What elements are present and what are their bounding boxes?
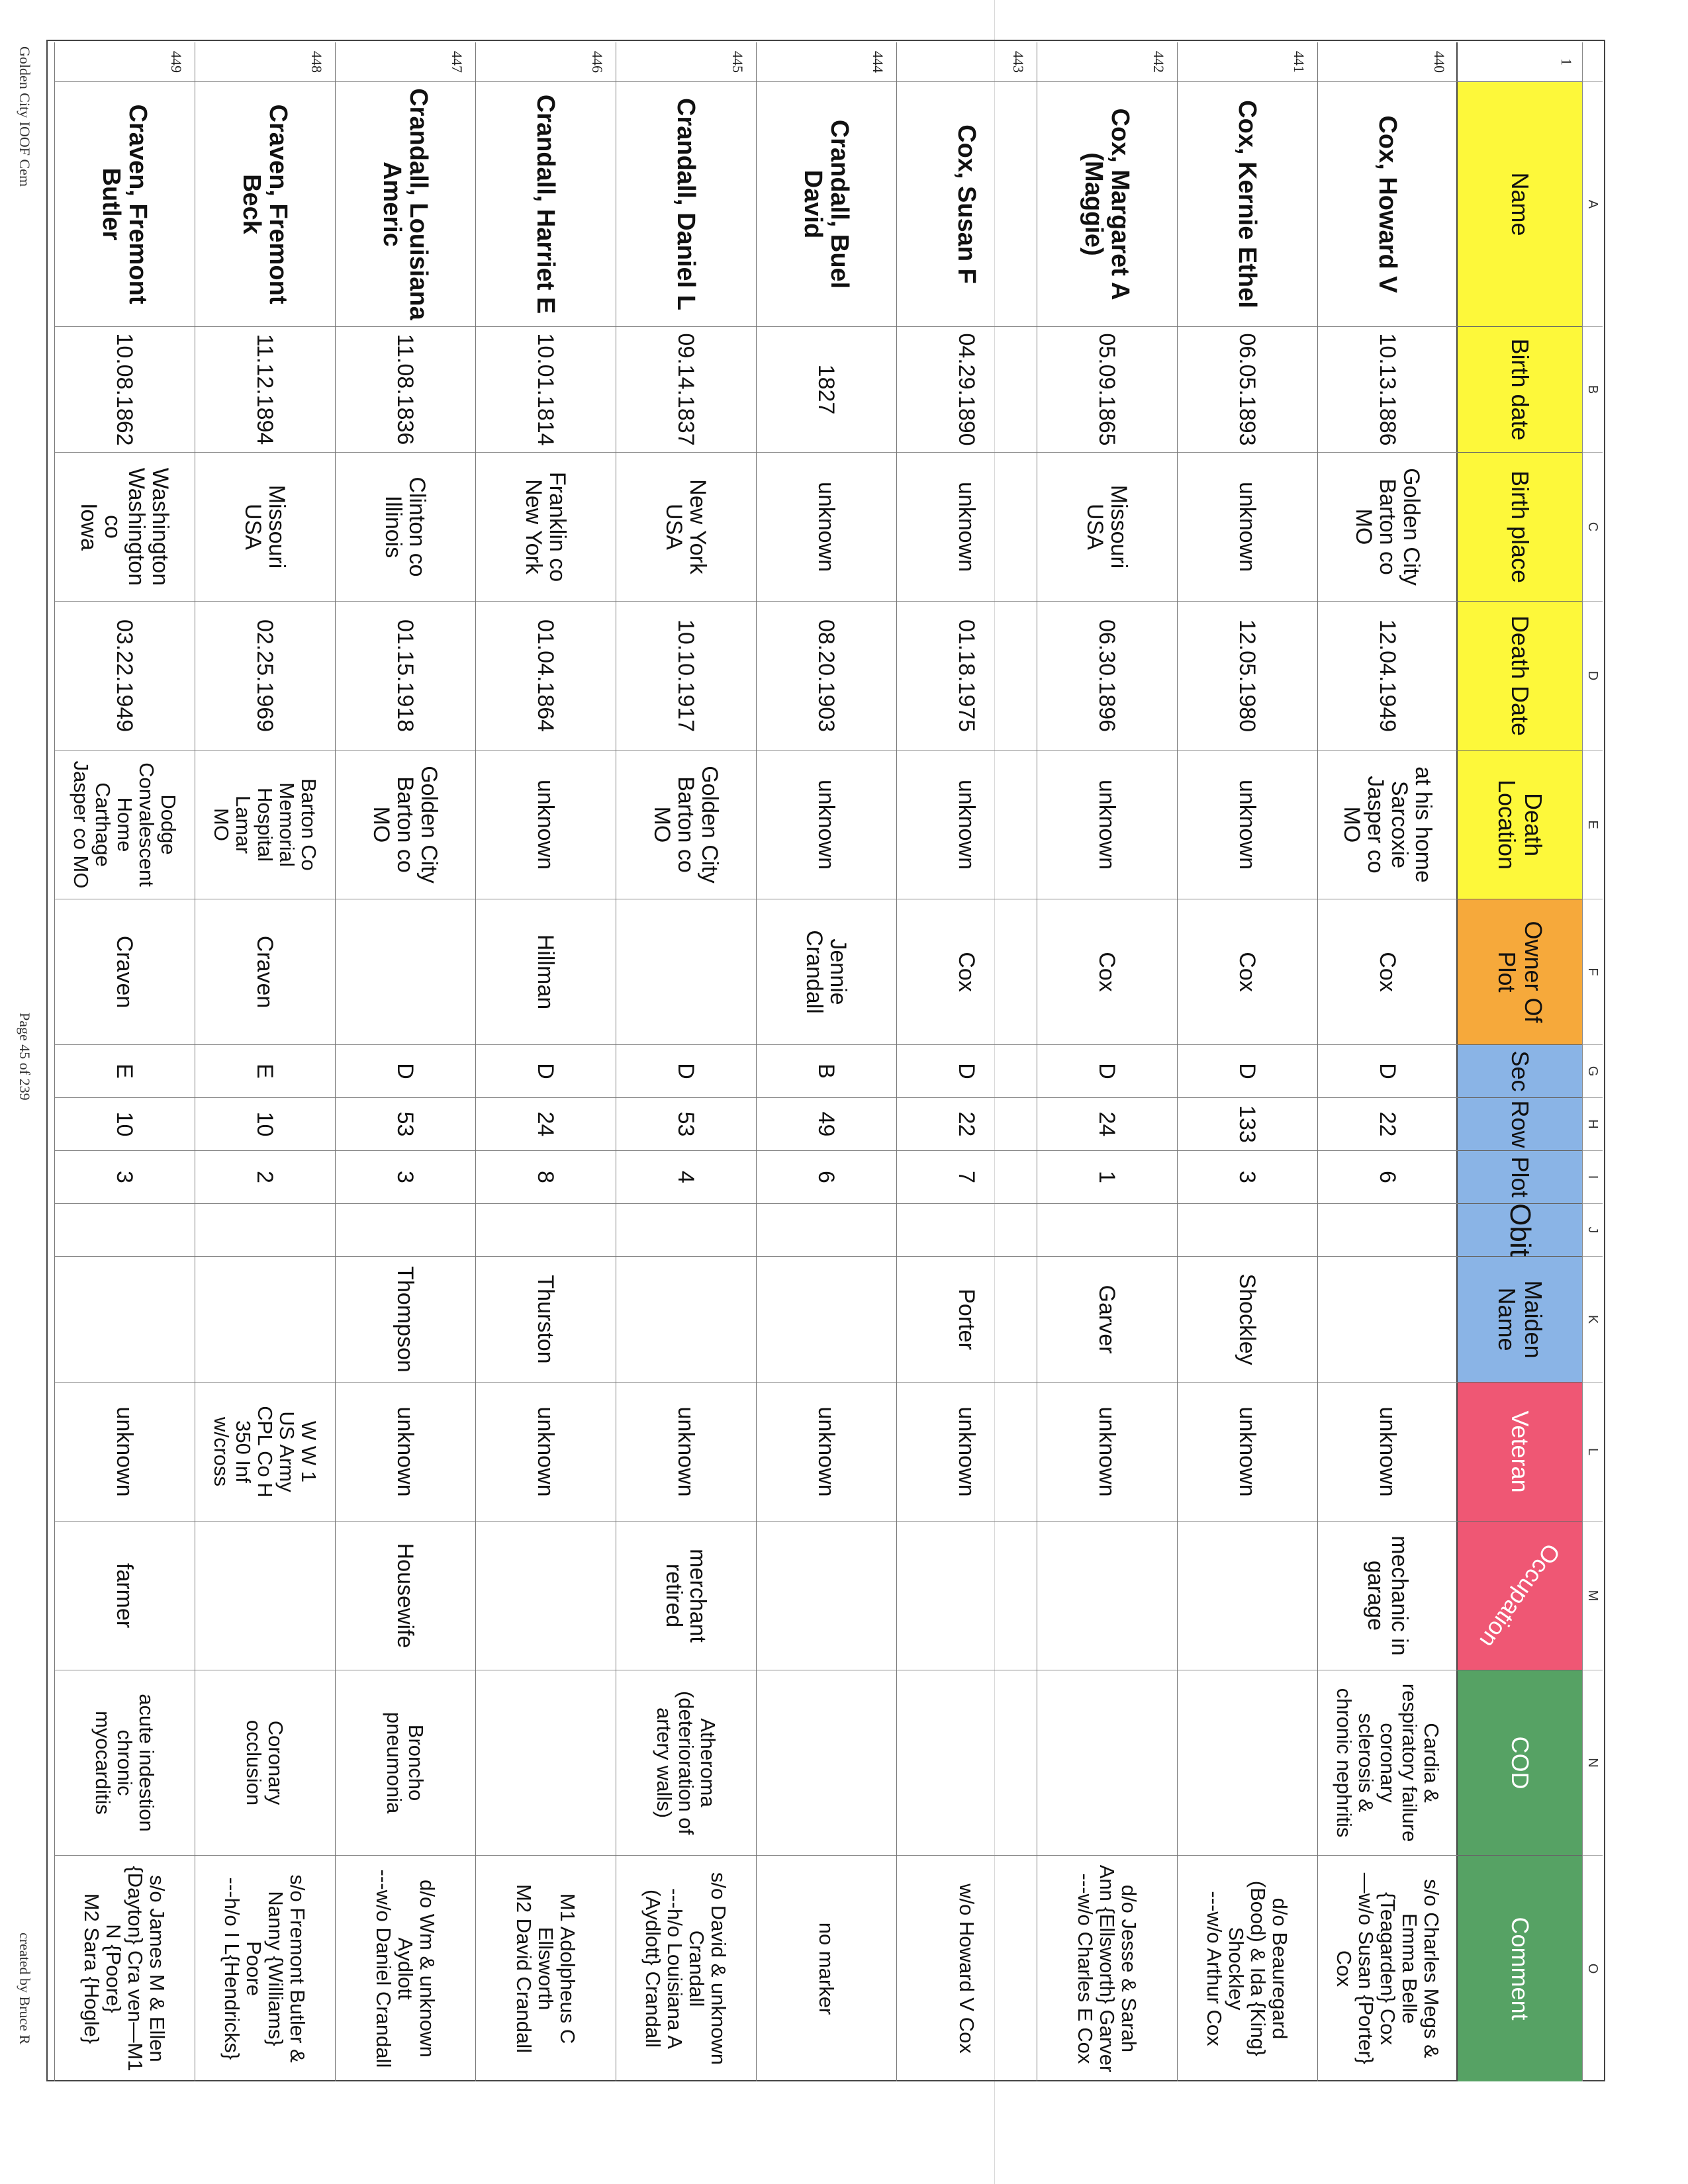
- cell-maiden: Garver: [1037, 1257, 1177, 1383]
- cell-occupation: [1178, 1522, 1317, 1670]
- cell-name: Crandall, Daniel L: [616, 82, 756, 327]
- header-comment: Comment: [1458, 1856, 1582, 2081]
- cell-plot: 6: [1318, 1151, 1458, 1204]
- cell-death-location: Golden City Barton co MO: [616, 751, 756, 899]
- cell-birth-date: 10.13.1886: [1318, 327, 1458, 453]
- cell-owner: Cox: [1318, 899, 1458, 1045]
- cell-veteran: unknown: [1318, 1383, 1458, 1522]
- cell-comment: M1 Adolpheus C Ellsworth M2 David Crandall: [512, 1884, 579, 2053]
- cell-row: 24: [476, 1098, 616, 1151]
- cell-plot: 3: [1178, 1151, 1317, 1204]
- cell-death-date: 01.15.1918: [336, 602, 475, 751]
- cell-birth-date: 11.12.1894: [195, 327, 335, 453]
- cell-sec: D: [616, 1045, 756, 1098]
- cell-death-location: Barton Co Memorial Hospital Lamar MO: [195, 751, 335, 899]
- cell-veteran: W W 1 US Army CPL Co H 350 Inf w/cross: [195, 1383, 335, 1522]
- header-birth-place: Birth place: [1458, 453, 1582, 602]
- cell-comment: d/o Jesse & Sarah Ann {Ellsworth} Garver ---w/o Charles E Cox: [1074, 1864, 1141, 2073]
- cell-comment: s/o Charles Megs & Emma Belle {Teagarden} Cox —w/o Susan {Porter} Cox: [1333, 1872, 1443, 2065]
- cell-obit: [55, 1204, 195, 1257]
- cell-row: 10: [55, 1098, 195, 1151]
- header-cod: COD: [1458, 1670, 1582, 1856]
- row-number: 449: [55, 42, 195, 82]
- cell-plot: 8: [476, 1151, 616, 1204]
- cell-death-date: 12.05.1980: [1178, 602, 1317, 751]
- column-letter-row: [1582, 42, 1603, 2081]
- cell-plot: 3: [55, 1151, 195, 1204]
- cell-maiden: Shockley: [1178, 1257, 1317, 1383]
- table-row: [756, 42, 896, 2081]
- col-letter-g: G: [1583, 1045, 1603, 1098]
- col-letter-f: F: [1583, 899, 1603, 1045]
- cell-comment: d/o Wm & unknown Aydlott ---w/o Daniel Crandall: [372, 1869, 439, 2068]
- row-number: 444: [757, 42, 896, 82]
- header-sec: Sec: [1458, 1045, 1582, 1098]
- footer-page-number: Page 45 of 239: [17, 1013, 33, 1101]
- cell-birth-date: 09.14.1837: [616, 327, 756, 453]
- cell-maiden: [195, 1257, 335, 1383]
- row-number: 443: [897, 42, 1037, 82]
- col-letter-k: K: [1583, 1257, 1603, 1383]
- footer-left: Golden City IOOF Cem: [17, 46, 33, 187]
- cell-name: Cox, Kernie Ethel: [1178, 82, 1317, 327]
- cell-comment: w/o Howard V Cox: [955, 1884, 978, 2054]
- header-name: Name: [1458, 82, 1582, 327]
- header-row: Row: [1458, 1098, 1582, 1151]
- cell-sec: E: [195, 1045, 335, 1098]
- header-maiden-name: Maiden Name: [1458, 1257, 1582, 1383]
- cell-name: Crandall, Harriet E: [476, 82, 616, 327]
- header-row-number: 1: [1458, 42, 1582, 82]
- row-number: 448: [195, 42, 335, 82]
- cell-comment: s/o Fremont Butler & Nanny {Williams} Poore ---h/o I L{Hendricks}: [220, 1874, 310, 2063]
- cell-death-date: 03.22.1949: [55, 602, 195, 751]
- row-number: 446: [476, 42, 616, 82]
- cell-sec: D: [1318, 1045, 1458, 1098]
- row-number: 447: [336, 42, 475, 82]
- cell-cod: [476, 1670, 616, 1856]
- cell-veteran: unknown: [55, 1383, 195, 1522]
- cell-birth-place: Missouri USA: [195, 453, 335, 602]
- cell-veteran: unknown: [1037, 1383, 1177, 1522]
- cell-occupation: [195, 1522, 335, 1670]
- cell-name: Craven, Fremont Butler: [55, 82, 195, 327]
- cell-obit: [1178, 1204, 1317, 1257]
- col-letter-j: J: [1583, 1204, 1603, 1257]
- cell-death-date: 01.18.1975: [897, 602, 1037, 751]
- row-number: 441: [1178, 42, 1317, 82]
- row-number: 440: [1318, 42, 1458, 82]
- cell-obit: [476, 1204, 616, 1257]
- cell-obit: [1037, 1204, 1177, 1257]
- cell-sec: D: [336, 1045, 475, 1098]
- header-obit: Obit: [1458, 1204, 1582, 1257]
- cell-death-date: 10.10.1917: [616, 602, 756, 751]
- cell-cod: Broncho pneumonia: [336, 1670, 475, 1856]
- cell-name: Cox, Margaret A (Maggie): [1037, 82, 1177, 327]
- cell-plot: 6: [757, 1151, 896, 1204]
- cell-owner: Craven: [55, 899, 195, 1045]
- cell-sec: D: [897, 1045, 1037, 1098]
- cell-row: 22: [1318, 1098, 1458, 1151]
- cell-name: Craven, Fremont Beck: [195, 82, 335, 327]
- cell-cod: [1178, 1670, 1317, 1856]
- row-number: 442: [1037, 42, 1177, 82]
- cell-owner: Craven: [195, 899, 335, 1045]
- corner-cell: [1583, 42, 1603, 82]
- col-letter-d: D: [1583, 602, 1603, 751]
- cell-obit: [336, 1204, 475, 1257]
- cell-veteran: unknown: [757, 1383, 896, 1522]
- header-occupation: [1458, 1522, 1582, 1670]
- cell-row: 133: [1178, 1098, 1317, 1151]
- cell-death-date: 01.04.1864: [476, 602, 616, 751]
- cell-row: 22: [897, 1098, 1037, 1151]
- cell-death-location: at his home Sarcoxie Jasper co MO: [1318, 751, 1458, 899]
- cell-comment: s/o James M & Ellen {Dayton} Cra ven—M1 N {Poore} M2 Sara {Hogle}: [80, 1866, 169, 2071]
- cell-maiden: Thurston: [476, 1257, 616, 1383]
- cell-death-date: 06.30.1896: [1037, 602, 1177, 751]
- cell-death-date: 08.20.1903: [757, 602, 896, 751]
- cell-maiden: [1318, 1257, 1458, 1383]
- col-letter-m: M: [1583, 1522, 1603, 1670]
- cell-owner: [336, 899, 475, 1045]
- cell-name: Crandall, Louisiana Americ: [336, 82, 475, 327]
- row-number: 445: [616, 42, 756, 82]
- cell-birth-place: Clinton co Illinois: [336, 453, 475, 602]
- header-birth-date: Birth date: [1458, 327, 1582, 453]
- cell-row: 24: [1037, 1098, 1177, 1151]
- cell-death-location: Dodge Convalescent Home Carthage Jasper co MO: [55, 751, 195, 899]
- cell-veteran: unknown: [336, 1383, 475, 1522]
- cell-birth-place: unknown: [897, 453, 1037, 602]
- cell-cod: Cardia & respiratory failure coronary sclerosis & chronic nephritis: [1318, 1670, 1458, 1856]
- header-veteran: Veteran: [1458, 1383, 1582, 1522]
- cell-birth-place: unknown: [1178, 453, 1317, 602]
- cell-occupation: farmer: [55, 1522, 195, 1670]
- col-letter-c: C: [1583, 453, 1603, 602]
- cell-cod: [1037, 1670, 1177, 1856]
- cell-birth-date: 06.05.1893: [1178, 327, 1317, 453]
- cell-death-location: unknown: [476, 751, 616, 899]
- cell-maiden: Porter: [897, 1257, 1037, 1383]
- cell-death-location: unknown: [1037, 751, 1177, 899]
- table-row: [896, 42, 1037, 2081]
- cell-birth-place: Washington Washington co Iowa: [55, 453, 195, 602]
- cell-comment: s/o David & unknown Crandall ---h/o Louisiana A (Aydlott} Crandall: [641, 1872, 731, 2066]
- cell-death-location: unknown: [757, 751, 896, 899]
- cell-death-date: 12.04.1949: [1318, 602, 1458, 751]
- table-row: [1037, 42, 1177, 2081]
- cell-birth-place: unknown: [757, 453, 896, 602]
- header-plot: Plot: [1458, 1151, 1582, 1204]
- col-letter-b: B: [1583, 327, 1603, 453]
- cell-plot: 4: [616, 1151, 756, 1204]
- footer-right: created by Bruce R: [17, 1933, 33, 2045]
- cell-veteran: unknown: [616, 1383, 756, 1522]
- cell-veteran: unknown: [897, 1383, 1037, 1522]
- cell-name: Cox, Susan F: [897, 82, 1037, 327]
- table-row: [616, 42, 756, 2081]
- cell-birth-date: 05.09.1865: [1037, 327, 1177, 453]
- col-letter-a: A: [1583, 82, 1603, 327]
- cell-owner: Cox: [1037, 899, 1177, 1045]
- cell-row: 49: [757, 1098, 896, 1151]
- header-row: [1456, 42, 1582, 2081]
- table-row: [195, 42, 335, 2081]
- col-letter-h: H: [1583, 1098, 1603, 1151]
- header-death-location: Death Location: [1458, 751, 1582, 899]
- cell-veteran: unknown: [1178, 1383, 1317, 1522]
- table-body: [54, 42, 1458, 2081]
- cell-obit: [1318, 1204, 1458, 1257]
- cell-death-location: unknown: [897, 751, 1037, 899]
- cell-plot: 7: [897, 1151, 1037, 1204]
- cell-occupation: [897, 1522, 1037, 1670]
- spreadsheet-grid: [46, 40, 1605, 2081]
- header-occupation-label: Occupation: [1474, 1538, 1566, 1653]
- cell-row: 53: [336, 1098, 475, 1151]
- cell-cod: [757, 1670, 896, 1856]
- table-row: [475, 42, 616, 2081]
- table-row: [1317, 42, 1458, 2081]
- table-row: [335, 42, 475, 2081]
- cell-cod: acute indestion chronic myocarditis: [55, 1670, 195, 1856]
- cell-veteran: unknown: [476, 1383, 616, 1522]
- cell-name: Crandall, Buel David: [757, 82, 896, 327]
- cell-owner: Cox: [897, 899, 1037, 1045]
- col-letter-l: L: [1583, 1383, 1603, 1522]
- cell-occupation: merchant retired: [616, 1522, 756, 1670]
- cell-row: 53: [616, 1098, 756, 1151]
- cell-birth-date: 1827: [757, 327, 896, 453]
- cell-death-date: 02.25.1969: [195, 602, 335, 751]
- cell-obit: [757, 1204, 896, 1257]
- cell-maiden: Thompson: [336, 1257, 475, 1383]
- cell-owner: Jennie Crandall: [757, 899, 896, 1045]
- cell-plot: 2: [195, 1151, 335, 1204]
- cell-death-location: unknown: [1178, 751, 1317, 899]
- header-owner-of-plot: Owner Of Plot: [1458, 899, 1582, 1045]
- cell-occupation: [476, 1522, 616, 1670]
- cell-death-location: Golden City Barton co MO: [336, 751, 475, 899]
- cell-owner: Cox: [1178, 899, 1317, 1045]
- cell-obit: [897, 1204, 1037, 1257]
- cell-cod: Atheroma (deterioration of artery walls): [616, 1670, 756, 1856]
- cell-owner: Hillman: [476, 899, 616, 1045]
- col-letter-o: O: [1585, 1963, 1600, 1974]
- cell-maiden: [616, 1257, 756, 1383]
- cell-obit: [195, 1204, 335, 1257]
- cell-birth-date: 11.08.1836: [336, 327, 475, 453]
- cell-birth-place: Franklin co New York: [476, 453, 616, 602]
- table-row: [1177, 42, 1317, 2081]
- cell-occupation: [1037, 1522, 1177, 1670]
- cell-birth-date: 04.29.1890: [897, 327, 1037, 453]
- table-row: [54, 42, 195, 2081]
- cell-sec: B: [757, 1045, 896, 1098]
- cell-cod: [897, 1670, 1037, 1856]
- cell-cod: Coronary occlusion: [195, 1670, 335, 1856]
- cell-occupation: Housewife: [336, 1522, 475, 1670]
- cell-comment: no marker: [815, 1922, 838, 2015]
- cell-sec: D: [1178, 1045, 1317, 1098]
- cell-birth-date: 10.01.1814: [476, 327, 616, 453]
- cell-maiden: [757, 1257, 896, 1383]
- col-letter-i: I: [1583, 1151, 1603, 1204]
- cell-plot: 1: [1037, 1151, 1177, 1204]
- cell-birth-place: Missouri USA: [1037, 453, 1177, 602]
- cell-maiden: [55, 1257, 195, 1383]
- cell-sec: D: [1037, 1045, 1177, 1098]
- cell-birth-date: 10.08.1862: [55, 327, 195, 453]
- cell-sec: E: [55, 1045, 195, 1098]
- cell-obit: [616, 1204, 756, 1257]
- cell-plot: 3: [336, 1151, 475, 1204]
- header-death-date: Death Date: [1458, 602, 1582, 751]
- col-letter-n: N: [1583, 1670, 1603, 1856]
- cell-row: 10: [195, 1098, 335, 1151]
- cell-occupation: mechanic in garage: [1318, 1522, 1458, 1670]
- cell-birth-place: Golden City Barton co MO: [1318, 453, 1458, 602]
- cell-name: Cox, Howard V: [1318, 82, 1458, 327]
- cell-owner: [616, 899, 756, 1045]
- cell-sec: D: [476, 1045, 616, 1098]
- cell-birth-place: New York USA: [616, 453, 756, 602]
- cell-occupation: [757, 1522, 896, 1670]
- cell-comment: d/o Beauregard (Bood) & Ida {King} Shockley ---w/o Arthur Cox: [1203, 1880, 1292, 2057]
- col-letter-e: E: [1583, 751, 1603, 899]
